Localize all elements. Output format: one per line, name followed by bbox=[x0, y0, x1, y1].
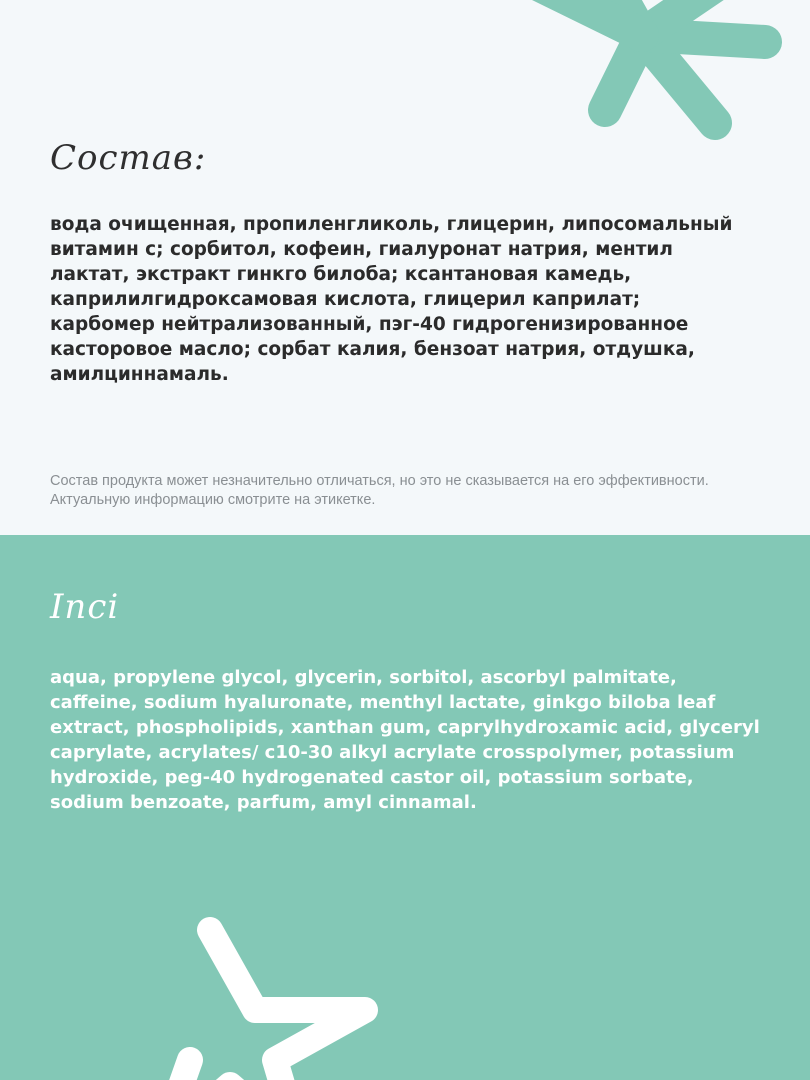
composition-title: Состав: bbox=[50, 138, 207, 178]
inci-text: aqua, propylene glycol, glycerin, sorbitol, ascorbyl palmitate, caffeine, sodium hyaluronate, menthyl lactate, ginkgo biloba leaf extract, phospholipids, xanthan gum, caprylhydroxamic acid, glyceryl caprylate, acrylates/ c10-30 alkyl acrylate crosspolymer, potassium hydroxide, peg-40 hydrogenated castor oil, potassium sorbate, sodium benzoate, parfum, amyl cinnamal. bbox=[50, 667, 760, 813]
composition-section bbox=[0, 0, 810, 535]
composition-text: вода очищенная, пропиленгликоль, глицерин, липосомальный витамин с; сорбитол, кофеин, гиалуронат натрия, ментил лактат, экстракт гинкго билоба; ксантановая камедь, каприлилгидроксамовая кислота, глицерил каприлат; карбомер нейтрализованный, пэг-40 гидрогенизированное касторовое масло; сорбат калия, бензоат натрия, отдушка, амилциннамаль. bbox=[50, 214, 733, 385]
asterisk-icon bbox=[500, 0, 810, 150]
inci-title: Inci bbox=[50, 587, 120, 627]
composition-disclaimer: Состав продукта может незначительно отличаться, но это не сказывается на его эффективности. Актуальную информацию смотрите на этикетке. bbox=[50, 473, 709, 508]
star-outline-icon bbox=[150, 915, 410, 1080]
inci-section bbox=[0, 535, 810, 1080]
